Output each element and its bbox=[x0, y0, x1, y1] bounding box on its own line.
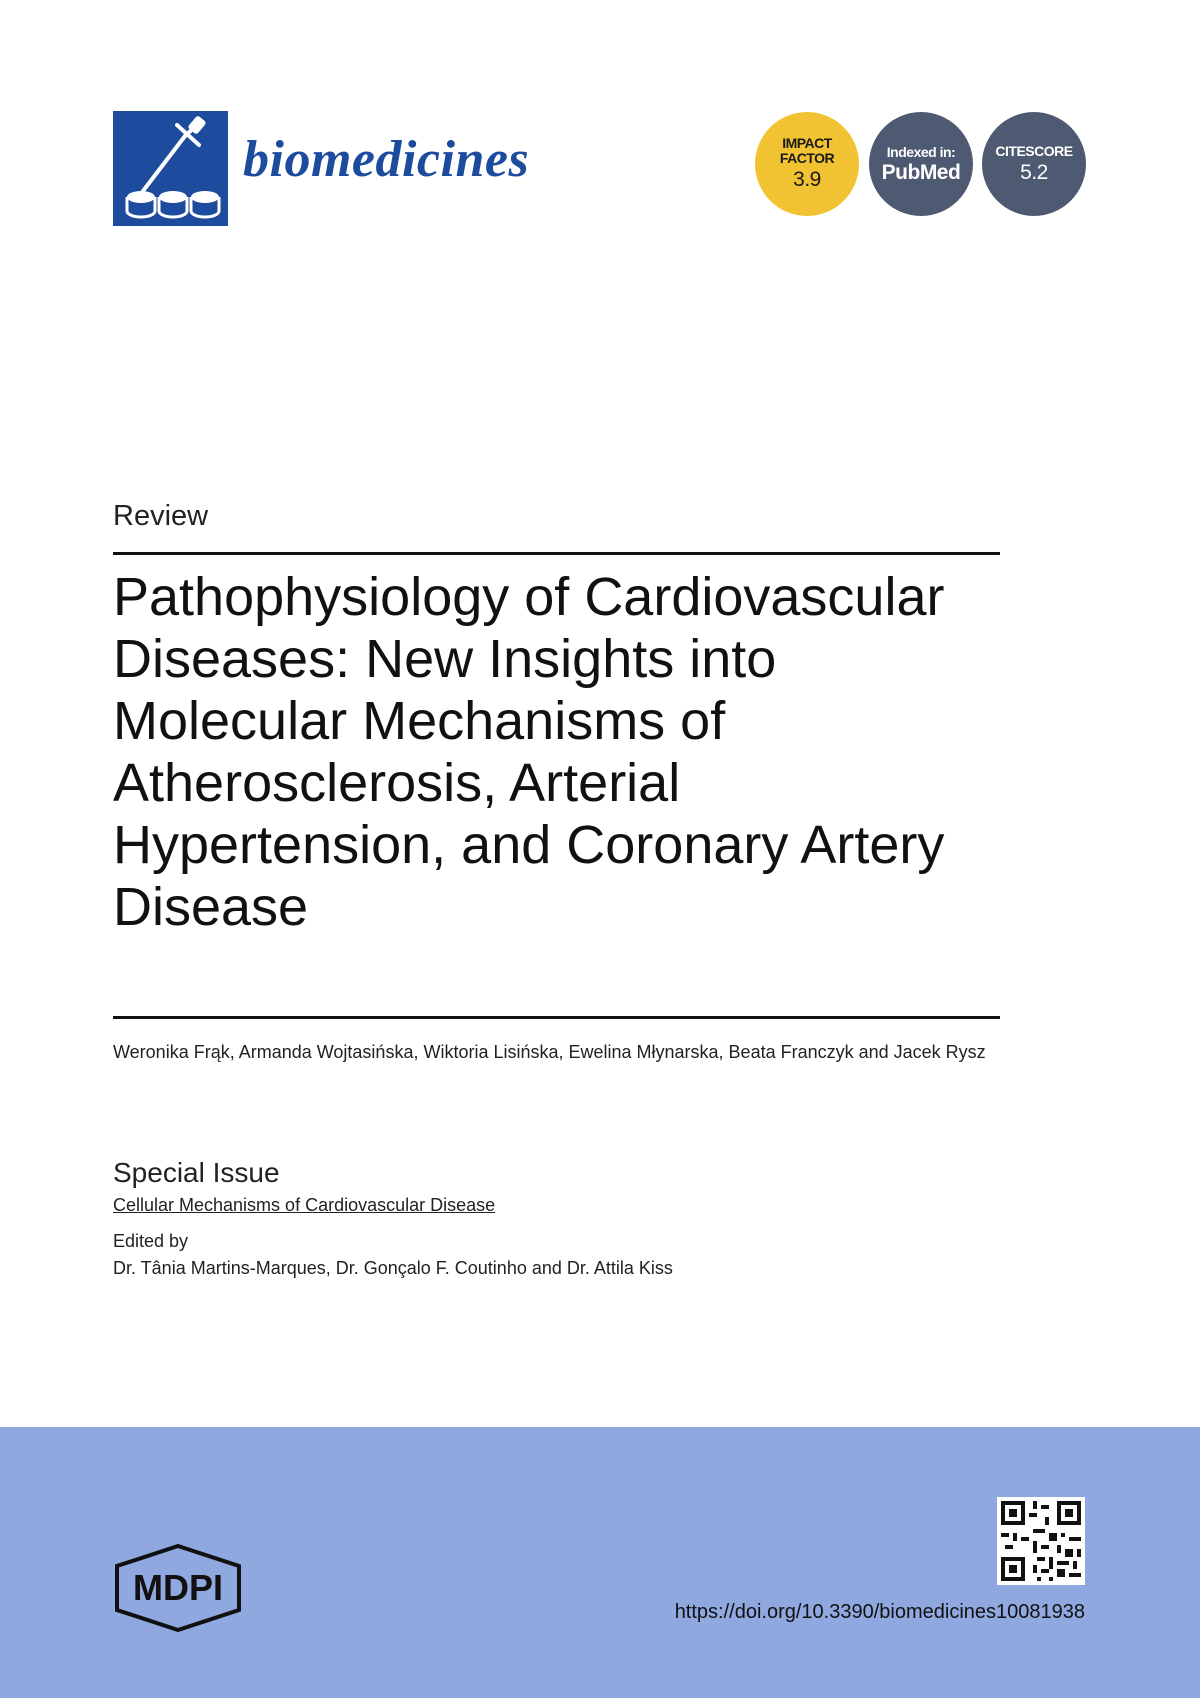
special-issue-heading: Special Issue bbox=[113, 1157, 280, 1188]
doi-link[interactable]: https://doi.org/10.3390/biomedicines10081938 bbox=[674, 1601, 1085, 1623]
title-bottom-divider bbox=[113, 1016, 1000, 1019]
editors-list: Dr. Tânia Martins-Marques, Dr. Gonçalo F. Coutinho and Dr. Attila Kiss bbox=[113, 1258, 673, 1278]
pubmed-name: PubMed bbox=[881, 161, 961, 184]
journal-logo-icon bbox=[113, 111, 228, 226]
citescore-badge[interactable] bbox=[982, 112, 1086, 216]
pubmed-badge[interactable] bbox=[869, 112, 973, 216]
article-authors: Weronika Frąk, Armanda Wojtasińska, Wiktoria Lisińska, Ewelina Młynarska, Beata Franczyk and Jacek Rysz bbox=[113, 1042, 986, 1062]
title-top-divider bbox=[113, 552, 1000, 555]
qr-code-icon[interactable] bbox=[997, 1497, 1085, 1585]
pubmed-indexed-label: Indexed in: bbox=[886, 144, 956, 160]
mdpi-logo bbox=[113, 1544, 243, 1632]
impact-factor-line1: IMPACT bbox=[782, 135, 832, 151]
citescore-value: 5.2 bbox=[1020, 160, 1048, 184]
special-issue-link[interactable]: Cellular Mechanisms of Cardiovascular Disease bbox=[113, 1195, 496, 1215]
journal-name: biomedicines bbox=[243, 131, 530, 188]
citescore-label: CITESCORE bbox=[995, 142, 1073, 159]
article-title: Pathophysiology of Cardiovascular Diseases: New Insights into Molecular Mechanisms of Atherosclerosis, Arterial Hypertension, and Coronary Artery Disease bbox=[113, 567, 945, 937]
article-type: Review bbox=[113, 500, 209, 532]
edited-by-label: Edited by bbox=[113, 1231, 189, 1251]
mdpi-logo-text: MDPI bbox=[133, 1567, 223, 1608]
impact-factor-badge[interactable] bbox=[755, 112, 859, 216]
impact-factor-line2: FACTOR bbox=[779, 150, 835, 166]
impact-factor-value: 3.9 bbox=[793, 168, 821, 191]
